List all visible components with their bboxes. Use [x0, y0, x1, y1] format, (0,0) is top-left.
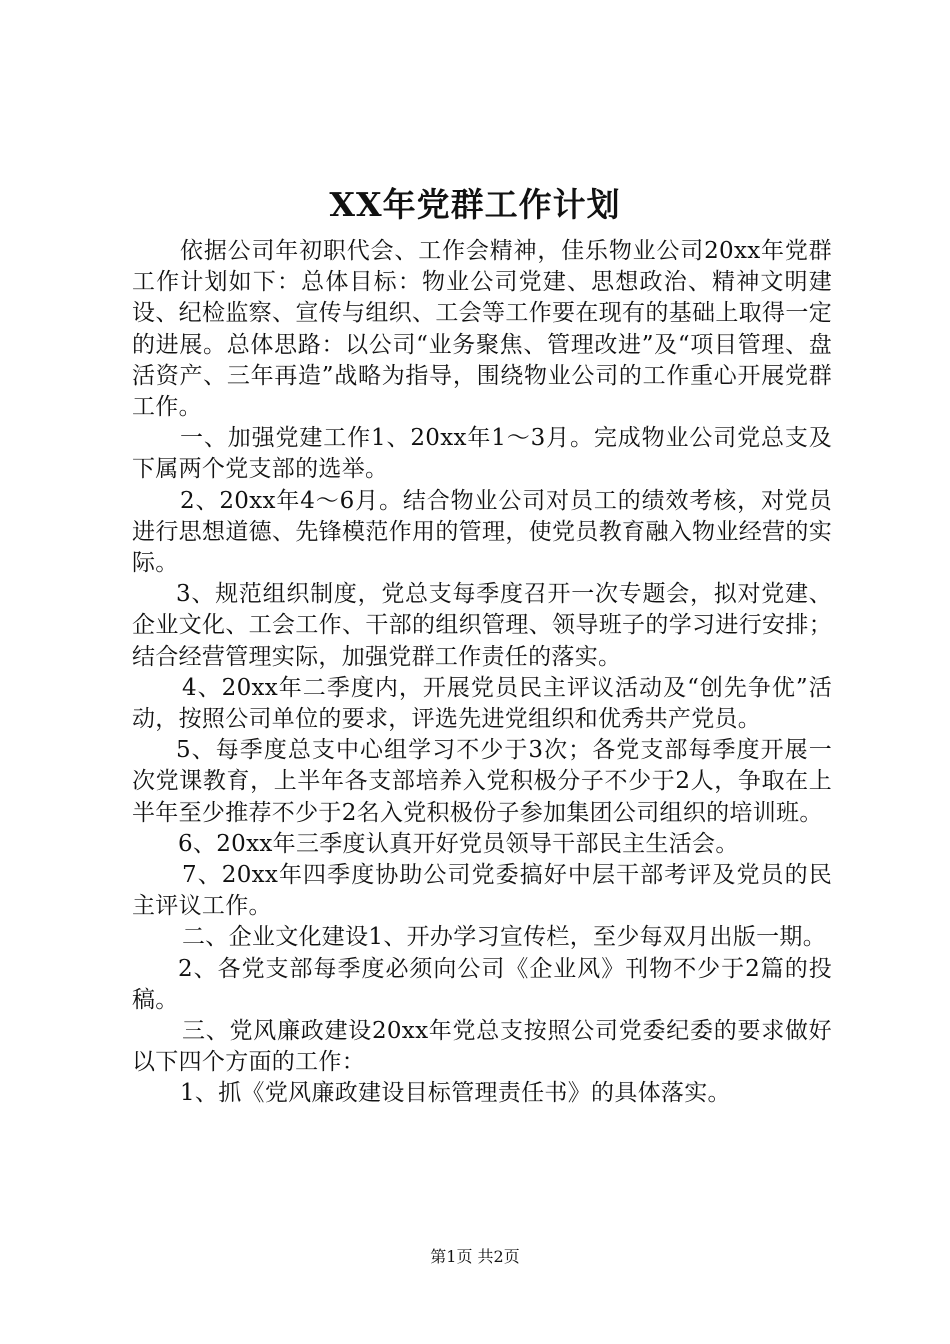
paragraph-party-building-1: 一、加强党建工作1、20xx年1～3月。完成物业公司党总支及下属两个党支部的选举。: [132, 425, 832, 483]
paragraph-party-building-6: 6、20xx年三季度认真开好党员领导干部民主生活会。: [178, 830, 739, 857]
paragraph-culture-1: 二、企业文化建设1、开办学习宣传栏，至少每双月出版一期。: [182, 924, 827, 951]
paragraph-party-building-7: 7、20xx年四季度协助公司党委搞好中层干部考评及党员的民主评议工作。: [132, 862, 832, 920]
paragraph-party-building-5: 5、每季度总支中心组学习不少于3次；各党支部每季度开展一次党课教育，上半年各支部培养入党积极分子不少于2人，争取在上半年至少推荐不少于2名入党积极份子参加集团公司组织的培训班。: [132, 737, 832, 826]
paragraph-party-building-4: 4、20xx年二季度内，开展党员民主评议活动及“创先争优”活动，按照公司单位的要求，评选先进党组织和优秀共产党员。: [132, 674, 832, 733]
document-title: XX年党群工作计划: [329, 185, 621, 224]
paragraph-party-building-3: 3、规范组织制度，党总支每季度召开一次专题会，拟对党建、企业文化、工会工作、干部的组织管理、领导班子的学习进行安排；结合经营管理实际，加强党群工作责任的落实。: [132, 581, 832, 670]
paragraph-party-building-2: 2、20xx年4～6月。结合物业公司对员工的绩效考核，对党员进行思想道德、先锋模范作用的管理，使党员教育融入物业经营的实际。: [132, 487, 832, 577]
paragraph-integrity: 三、党风廉政建设20xx年党总支按照公司党委纪委的要求做好以下四个方面的工作：: [132, 1018, 832, 1076]
document-body: [132, 236, 832, 1110]
paragraph-integrity-1: 1、抓《党风廉政建设目标管理责任书》的具体落实。: [180, 1080, 731, 1107]
paragraph-intro: 依据公司年初职代会、工作会精神，佳乐物业公司20xx年党群工作计划如下：总体目标：物业公司党建、思想政治、精神文明建设、纪检监察、宣传与组织、工会等工作要在现有的基础上取得一定的进展。总体思路：以公司“业务聚焦、管理改进”及“项目管理、盘活资产、三年再造”战略为指导，围绕物业公司的工作重心开展党群工作。: [132, 238, 832, 421]
page-number-footer: 第1页 共2页: [430, 1247, 520, 1266]
paragraph-culture-2: 2、各党支部每季度必须向公司《企业风》刊物不少于2篇的投稿。: [132, 955, 832, 1013]
